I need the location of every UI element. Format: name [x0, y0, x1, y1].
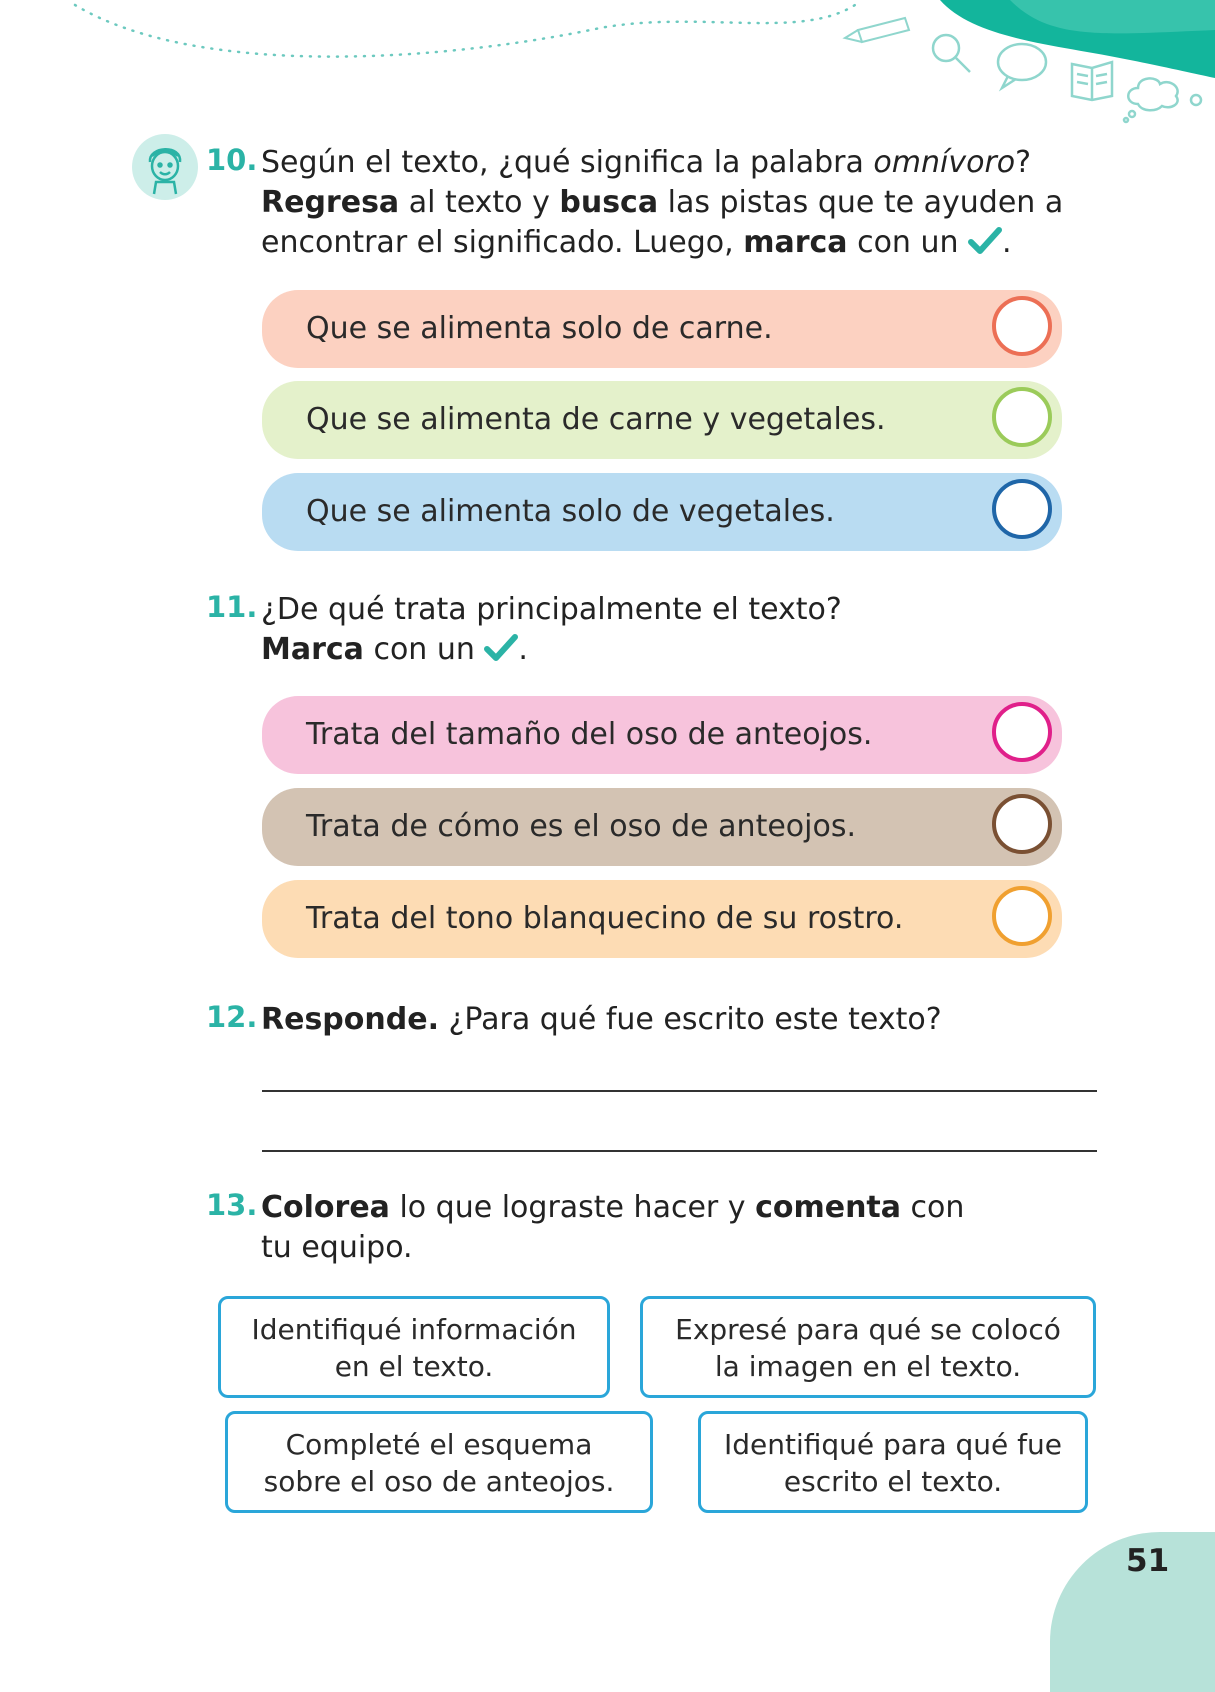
question-text — [261, 143, 1121, 263]
answer-circle[interactable] — [992, 479, 1052, 539]
text-span: Según el texto, ¿qué significa la palabra — [261, 145, 874, 180]
header-decoration — [0, 0, 1215, 130]
option-label: Que se alimenta solo de vegetales. — [306, 494, 835, 529]
achievement-badge-2[interactable] — [640, 1296, 1096, 1398]
bold-word: busca — [559, 185, 659, 220]
question-number: 11. — [206, 590, 258, 624]
text-span: ? — [1015, 145, 1032, 180]
page-number: 51 — [1126, 1543, 1170, 1579]
bold-word: Marca — [261, 632, 364, 667]
answer-circle[interactable] — [992, 702, 1052, 762]
answer-line-1[interactable] — [262, 1090, 1097, 1092]
text-span: encontrar el significado. Luego, — [261, 225, 744, 260]
option-q11-3[interactable] — [262, 880, 1062, 958]
badge-text: Completé el esquema — [285, 1428, 593, 1461]
text-span: al texto y — [399, 185, 560, 220]
bold-word: Responde. — [261, 1002, 439, 1037]
option-q10-2[interactable] — [262, 381, 1062, 459]
option-label: Trata del tamaño del oso de anteojos. — [306, 717, 873, 752]
option-label: Trata del tono blanquecino de su rostro. — [306, 901, 904, 936]
option-label: Que se alimenta solo de carne. — [306, 311, 773, 346]
text-line: tu equipo. — [261, 1230, 413, 1265]
text-span: lo que lograste hacer y — [389, 1190, 756, 1225]
option-q11-1[interactable] — [262, 696, 1062, 774]
badge-text: Identifiqué para qué fue — [723, 1428, 1063, 1461]
question-number: 10. — [206, 143, 258, 177]
text-span: con un — [363, 632, 485, 667]
pencil-icon — [845, 18, 909, 42]
question-text — [261, 1188, 1121, 1268]
text-span: ¿Para qué fue escrito este texto? — [438, 1002, 942, 1037]
italic-word: omnívoro — [873, 145, 1016, 180]
option-q10-1[interactable] — [262, 290, 1062, 368]
achievement-badge-4[interactable] — [698, 1411, 1088, 1513]
question-number: 13. — [206, 1188, 258, 1222]
text-span: con — [901, 1190, 965, 1225]
badge-text: la imagen en el texto. — [714, 1350, 1022, 1383]
answer-circle[interactable] — [992, 886, 1052, 946]
question-text — [261, 590, 1121, 670]
achievement-badge-1[interactable] — [218, 1296, 610, 1398]
badge-text: escrito el texto. — [783, 1465, 1003, 1498]
text-span: con un — [847, 225, 969, 260]
student-avatar-icon — [132, 134, 198, 200]
text-span: las pistas que te ayuden a — [658, 185, 1064, 220]
bold-word: Regresa — [261, 185, 400, 220]
option-label: Que se alimenta de carne y vegetales. — [306, 402, 886, 437]
text-span: . — [1002, 225, 1012, 260]
achievement-badge-3[interactable] — [225, 1411, 653, 1513]
speech-bubble-icon — [998, 44, 1046, 88]
option-q11-2[interactable] — [262, 788, 1062, 866]
badge-text: Expresé para qué se colocó — [675, 1313, 1061, 1346]
option-label: Trata de cómo es el oso de anteojos. — [306, 809, 857, 844]
option-q10-3[interactable] — [262, 473, 1062, 551]
answer-line-2[interactable] — [262, 1150, 1097, 1152]
book-icon — [1072, 62, 1112, 100]
badge-text: sobre el oso de anteojos. — [263, 1465, 615, 1498]
text-line: ¿De qué trata principalmente el texto? — [261, 592, 842, 627]
question-number: 12. — [206, 1000, 258, 1034]
question-text — [261, 1000, 1121, 1040]
magnifier-icon — [933, 35, 970, 72]
bold-word: Colorea — [261, 1190, 390, 1225]
text-span: . — [518, 632, 528, 667]
answer-circle[interactable] — [992, 296, 1052, 356]
thought-cloud-icon — [1124, 78, 1201, 122]
checkmark-icon — [484, 633, 518, 663]
answer-circle[interactable] — [992, 794, 1052, 854]
answer-circle[interactable] — [992, 387, 1052, 447]
bold-word: comenta — [755, 1190, 902, 1225]
bold-word: marca — [743, 225, 848, 260]
badge-text: en el texto. — [334, 1350, 494, 1383]
badge-text: Identifiqué información — [251, 1313, 577, 1346]
checkmark-icon — [968, 226, 1002, 256]
